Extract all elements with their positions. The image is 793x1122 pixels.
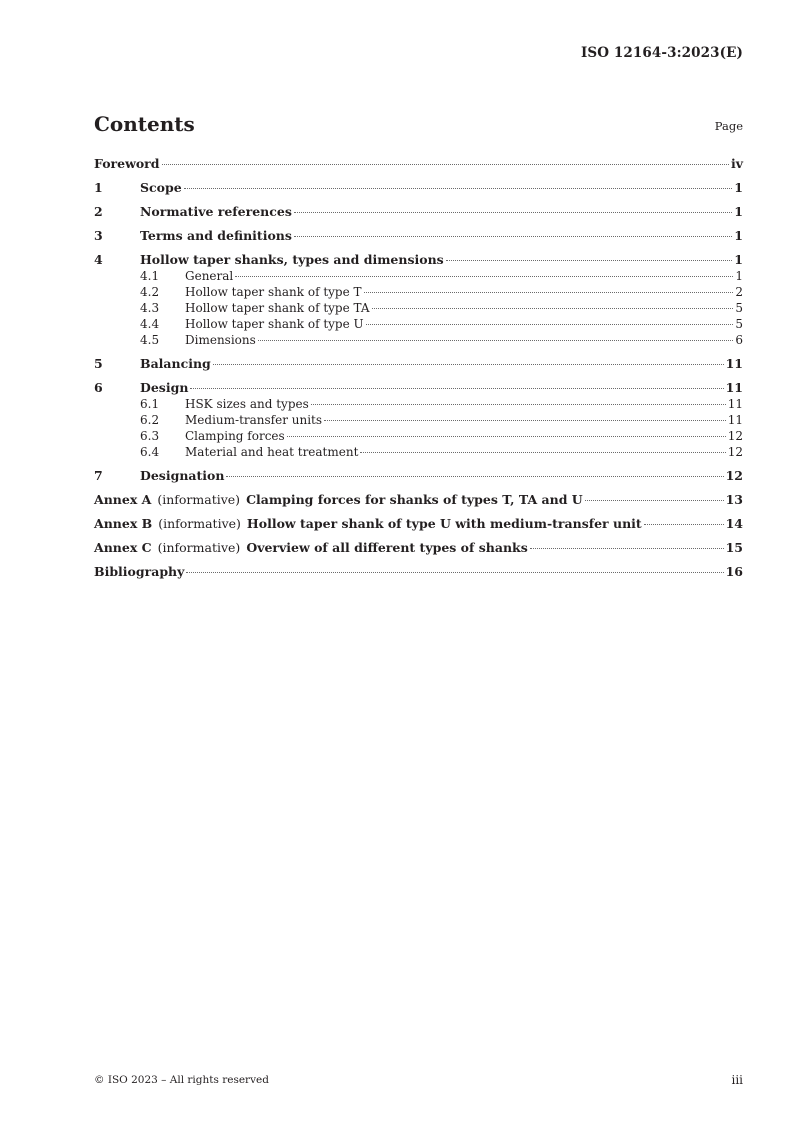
toc-subentry-number: 4.4 — [140, 317, 160, 331]
toc-subentry-number: 4.5 — [140, 333, 160, 347]
dot-leader — [446, 260, 733, 261]
annex-page: 13 — [725, 492, 743, 507]
toc-subentry-page: 11 — [727, 397, 743, 411]
toc-subentry[interactable] — [94, 268, 743, 284]
toc-subentry[interactable] — [94, 284, 743, 300]
toc-entry-number: 2 — [94, 204, 103, 219]
page-title: Contents — [94, 112, 195, 136]
table-of-contents — [94, 156, 743, 580]
annex-title: Overview of all different types of shanks — [246, 540, 528, 555]
toc-entry[interactable] — [94, 180, 743, 196]
toc-subentry-number: 6.1 — [140, 397, 160, 411]
dot-leader — [294, 212, 732, 213]
bibliography-title: Bibliography — [94, 564, 185, 579]
annex-informative-note: (informative) — [157, 492, 241, 507]
dot-leader — [372, 308, 734, 309]
toc-subentry-number: 6.2 — [140, 413, 160, 427]
toc-entry-number: 7 — [94, 468, 103, 483]
toc-entry[interactable] — [94, 156, 743, 172]
toc-subentry-title: HSK sizes and types — [185, 397, 309, 411]
toc-entry-number: 4 — [94, 252, 103, 267]
toc-entry-page: 1 — [734, 204, 743, 219]
dot-leader — [364, 292, 734, 293]
toc-annex-entry[interactable] — [94, 540, 743, 556]
dot-leader — [530, 548, 724, 549]
toc-subentry-title: Hollow taper shank of type T — [185, 285, 362, 299]
toc-entry-page: 1 — [734, 252, 743, 267]
dot-leader — [190, 388, 723, 389]
toc-subentry-number: 6.4 — [140, 445, 160, 459]
toc-entry-page: 1 — [734, 228, 743, 243]
toc-subentry[interactable] — [94, 332, 743, 348]
annex-title: Hollow taper shank of type U with medium-transfer unit — [246, 516, 642, 531]
dot-leader — [360, 452, 725, 453]
toc-entry-title: Normative references — [140, 204, 292, 219]
toc-entry[interactable] — [94, 356, 743, 372]
page-column-label: Page — [714, 119, 743, 133]
toc-entry-title: Balancing — [140, 356, 211, 371]
toc-entry-page: 1 — [734, 180, 743, 195]
dot-leader — [585, 500, 724, 501]
document-id: ISO 12164-3:2023(E) — [580, 45, 743, 61]
dot-leader — [162, 164, 729, 165]
toc-entry-number: 6 — [94, 380, 103, 395]
toc-bibliography-entry[interactable] — [94, 564, 743, 580]
toc-entry[interactable] — [94, 252, 743, 268]
toc-entry[interactable] — [94, 228, 743, 244]
annex-page: 15 — [725, 540, 743, 555]
bibliography-page: 16 — [725, 564, 743, 579]
toc-subentry[interactable] — [94, 412, 743, 428]
toc-subentry-title: Hollow taper shank of type U — [185, 317, 364, 331]
toc-entry-title: Hollow taper shanks, types and dimensions — [140, 252, 444, 267]
toc-subentry-title: Medium-transfer units — [185, 413, 323, 427]
annex-informative-note: (informative) — [158, 516, 241, 531]
toc-subentry-title: Clamping forces — [185, 429, 285, 443]
toc-subentry-page: 2 — [735, 285, 743, 299]
toc-subentry[interactable] — [94, 316, 743, 332]
toc-subentry[interactable] — [94, 396, 743, 412]
dot-leader — [258, 340, 734, 341]
toc-entry-title: Scope — [140, 180, 182, 195]
footer-page-number: iii — [731, 1073, 743, 1087]
toc-subentry-title: General — [185, 269, 234, 283]
toc-subentry-number: 4.3 — [140, 301, 160, 315]
toc-subentry-page: 11 — [727, 413, 743, 427]
toc-entry-page: 11 — [725, 356, 743, 371]
toc-entry[interactable] — [94, 380, 743, 396]
annex-title: Clamping forces for shanks of types T, TA and U — [246, 492, 583, 507]
toc-annex-entry[interactable] — [94, 516, 743, 532]
toc-entry-title: Designation — [140, 468, 225, 483]
dot-leader — [366, 324, 734, 325]
annex-informative-note: (informative) — [157, 540, 241, 555]
toc-entry-page: 12 — [725, 468, 743, 483]
annex-page: 14 — [725, 516, 743, 531]
toc-entry-number: 1 — [94, 180, 103, 195]
annex-label: Annex A — [94, 492, 152, 507]
dot-leader — [644, 524, 724, 525]
toc-subentry-page: 1 — [735, 269, 743, 283]
toc-subentry[interactable] — [94, 300, 743, 316]
toc-subentry-number: 6.3 — [140, 429, 160, 443]
annex-label: Annex B — [94, 516, 153, 531]
dot-leader — [184, 188, 733, 189]
toc-entry-page: 11 — [725, 380, 743, 395]
dot-leader — [226, 476, 723, 477]
dot-leader — [213, 364, 724, 365]
toc-annex-entry[interactable] — [94, 492, 743, 508]
annex-label: Annex C — [94, 540, 152, 555]
dot-leader — [311, 404, 726, 405]
toc-subentry-page: 12 — [727, 445, 743, 459]
toc-subentry-number: 4.1 — [140, 269, 160, 283]
dot-leader — [186, 572, 723, 573]
toc-entry-page: iv — [730, 156, 743, 171]
dot-leader — [324, 420, 726, 421]
dot-leader — [287, 436, 726, 437]
toc-subentry[interactable] — [94, 444, 743, 460]
toc-subentry-number: 4.2 — [140, 285, 160, 299]
toc-entry-title: Design — [140, 380, 189, 395]
toc-subentry-title: Dimensions — [185, 333, 256, 347]
toc-subentry-page: 12 — [727, 429, 743, 443]
toc-entry-title: Foreword — [94, 156, 160, 171]
toc-entry[interactable] — [94, 204, 743, 220]
toc-subentry[interactable] — [94, 428, 743, 444]
toc-entry-number: 3 — [94, 228, 103, 243]
toc-entry[interactable] — [94, 468, 743, 484]
toc-subentry-title: Material and heat treatment — [185, 445, 359, 459]
toc-subentry-title: Hollow taper shank of type TA — [185, 301, 370, 315]
dot-leader — [294, 236, 732, 237]
dot-leader — [235, 276, 733, 277]
toc-subentry-page: 5 — [735, 301, 743, 315]
toc-subentry-page: 5 — [735, 317, 743, 331]
copyright-notice: © ISO 2023 – All rights reserved — [94, 1074, 269, 1086]
toc-entry-number: 5 — [94, 356, 103, 371]
toc-entry-title: Terms and definitions — [140, 228, 292, 243]
toc-subentry-page: 6 — [735, 333, 743, 347]
